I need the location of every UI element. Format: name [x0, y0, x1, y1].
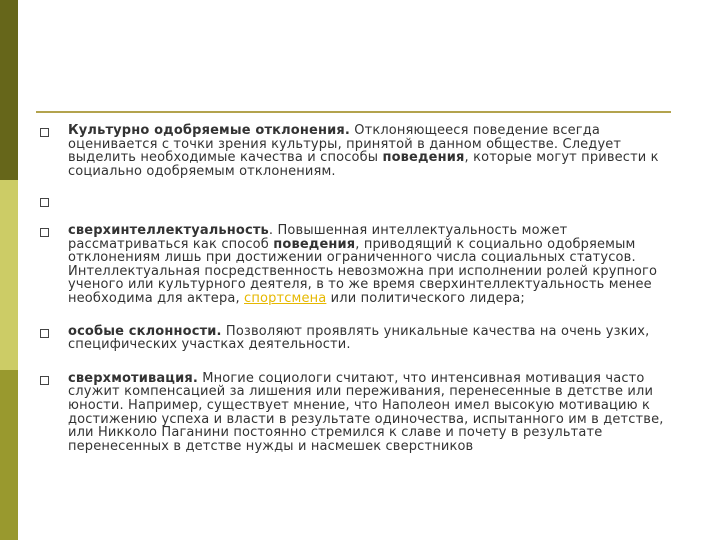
item-term: особые склонности. [68, 323, 222, 339]
item-text [68, 124, 680, 178]
square-bullet-icon [40, 124, 68, 137]
item-term: сверхмотивация. [68, 370, 198, 386]
square-bullet-icon [40, 194, 68, 207]
list-item [40, 224, 680, 306]
list-item [40, 325, 680, 352]
item-term: Культурно одобряемые отклонения. [68, 123, 350, 138]
text-run: Позволяют проявлять уникальные качества на очень узких, специфических участках деятельности. [68, 323, 650, 353]
item-text [68, 325, 680, 352]
bullet-list [40, 124, 680, 453]
item-text [68, 224, 680, 306]
sidebar-band-middle [0, 180, 18, 370]
sidebar-band-top [0, 0, 18, 180]
sidebar-band-bottom [0, 370, 18, 540]
sportsman-link[interactable]: спортсмена [244, 290, 327, 306]
list-item [40, 124, 680, 178]
list-item-empty [40, 194, 680, 208]
text-run: Многие социологи считают, что интенсивная мотивация часто служит компенсацией за лишения или переживания, перенесенные в детстве или юности. Например, существует мнение, что Наполеон имел высокую мотивацию к достижению успеха и власти в результате одиночества, испытанного им в детстве, или Никколо Паганини постоянно стремился к славе и почету в результате перенесенных в детстве нужды и насмешек сверстников [68, 370, 664, 454]
item-text [68, 194, 680, 208]
text-run: Отклоняющееся поведение всегда оценивается с точки зрения культуры, принятой в данном обществе. Следует выделить необходимые качества и способы [68, 123, 622, 166]
title-divider [36, 111, 671, 113]
text-run: или политического лидера; [326, 290, 525, 306]
text-run: , приводящий к социально одобряемым отклонениям лишь при достижении ограниченного числа социальных статусов. Интеллектуальная посредственность невозможна при исполнении ролей крупного ученого или культурного деятеля, в то же время сверхинтеллектуальность менее необходима для актера, [68, 236, 658, 306]
list-item [40, 372, 680, 454]
emphasis: поведения [273, 236, 356, 252]
item-text [68, 372, 680, 454]
item-term: сверхинтеллектуальность [68, 222, 269, 238]
square-bullet-icon [40, 224, 68, 237]
emphasis: поведения [382, 150, 465, 166]
text-run: , которые могут привести к социально одобряемым отклонениям. [68, 150, 659, 179]
square-bullet-icon [40, 372, 68, 385]
text-run: . Повышенная интеллектуальность может рассматриваться как способ [68, 222, 568, 252]
square-bullet-icon [40, 325, 68, 338]
